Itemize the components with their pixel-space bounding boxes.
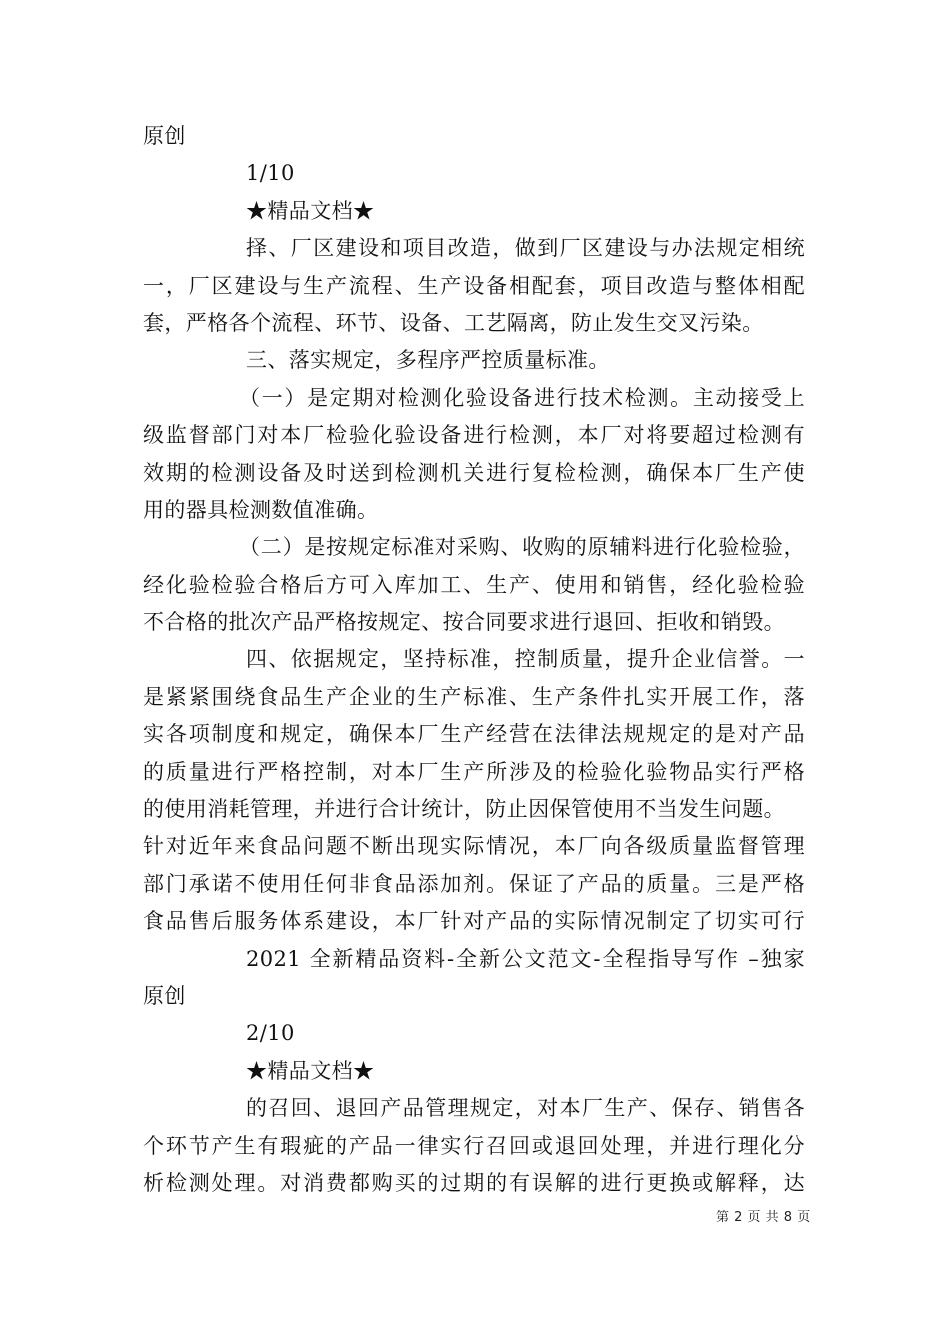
doc-banner: ★精品文档★ — [246, 198, 375, 223]
paragraph-line: 经化验检验合格后方可入库加工、生产、使用和销售，经化验检验 — [143, 572, 805, 597]
paragraph-line: 部门承诺不使用任何非食品添加剂。保证了产品的质量。三是严格 — [143, 871, 805, 896]
page-counter: 2/10 — [246, 1021, 295, 1046]
paragraph-line: 析检测处理。对消费都购买的过期的有误解的进行更换或解释，达 — [143, 1170, 805, 1195]
paragraph-line: 用的器具检测数值准确。 — [143, 497, 379, 522]
section-heading: 四、依据规定，坚持标准，控制质量，提升企业信誉。一 — [246, 647, 805, 672]
paragraph-line: 择、厂区建设和项目改造，做到厂区建设与办法规定相统 — [246, 236, 805, 261]
page-counter: 1/10 — [246, 161, 295, 186]
paragraph-line: 是紧紧围绕食品生产企业的生产标准、生产条件扎实开展工作，落 — [143, 684, 805, 709]
text-line: 原创 — [143, 124, 186, 148]
paragraph-line: 实各项制度和规定，确保本厂生产经营在法律法规规定的是对产品 — [143, 722, 805, 747]
paragraph-line: 效期的检测设备及时送到检测机关进行复检检测，确保本厂生产使 — [143, 460, 805, 485]
paragraph-line: 不合格的批次产品严格按规定、按合同要求进行退回、拒收和销毁。 — [143, 610, 785, 635]
page-footer: 第 2 页 共 8 页 — [716, 1210, 811, 1225]
text-line: 原创 — [143, 983, 186, 1008]
paragraph-line: 个环节产生有瑕疵的产品一律实行召回或退回处理，并进行理化分 — [143, 1133, 805, 1158]
doc-watermark-line: 2021 全新精品资料-全新公文范文-全程指导写作 –独家 — [246, 946, 805, 971]
doc-banner: ★精品文档★ — [246, 1058, 375, 1083]
paragraph-line: 的质量进行严格控制，对本厂生产所涉及的检验化验物品实行严格 — [143, 759, 805, 784]
paragraph-line: 的召回、退回产品管理规定，对本厂生产、保存、销售各 — [246, 1096, 805, 1121]
paragraph-line: （二）是按规定标准对采购、收购的原辅料进行化验检验， — [239, 535, 805, 560]
paragraph-line: 一，厂区建设与生产流程、生产设备相配套，项目改造与整体相配 — [143, 273, 805, 298]
paragraph-line: 套，严格各个流程、环节、设备、工艺隔离，防止发生交叉污染。 — [143, 310, 764, 335]
document-page — [143, 118, 805, 1202]
section-heading: 三、落实规定，多程序严控质量标准。 — [246, 348, 610, 373]
paragraph-line: 的使用消耗管理，并进行合计统计，防止因保管使用不当发生问题。 — [143, 797, 785, 822]
paragraph-line: 级监督部门对本厂检验化验设备进行检测，本厂对将要超过检测有 — [143, 423, 805, 448]
paragraph-line: （一）是定期对检测化验设备进行技术检测。主动接受上 — [239, 385, 805, 410]
paragraph-line: 食品售后服务体系建设，本厂针对产品的实际情况制定了切实可行 — [143, 909, 805, 934]
paragraph-line: 针对近年来食品问题不断出现实际情况，本厂向各级质量监督管理 — [143, 834, 805, 859]
